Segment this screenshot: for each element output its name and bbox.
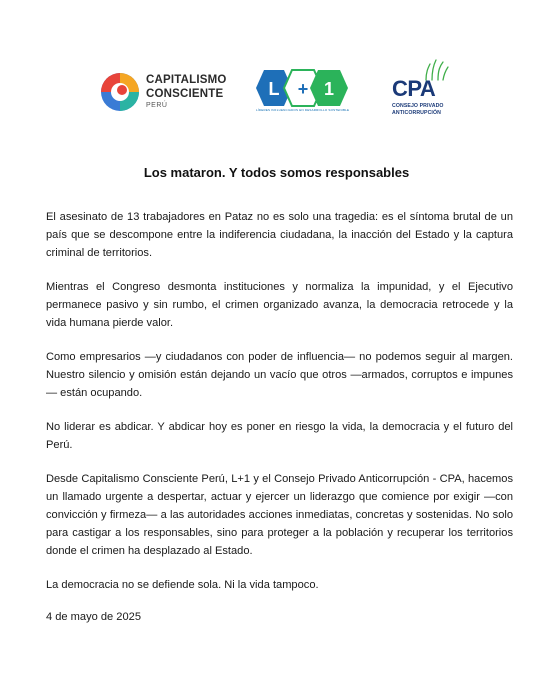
paragraph: No liderar es abdicar. Y abdicar hoy es poner en riesgo la vida, la democracia y el futuro del Perú.	[46, 421, 513, 451]
paragraph: El asesinato de 13 trabajadores en Pataz no es solo una tragedia: es el síntoma brutal de un país que se descompone entre la indiferencia ciudadana, la inacción del Estado y la captura criminal de territorios.	[46, 211, 513, 259]
l-plus-1-caption: LÍDERES INFLUENCIADOS EN DESARROLLO SOSTENIBLE	[256, 108, 350, 112]
spiral-circle-icon	[100, 72, 140, 112]
logo-country: PERÚ	[146, 102, 168, 109]
cpa-logo	[386, 66, 456, 120]
paragraph: Desde Capitalismo Consciente Perú, L+1 y el Consejo Privado Anticorrupción - CPA, hacemos un llamado urgente a despertar, actuar y ejercer un liderazgo que comience por exigir —con convicción y firmeza— a las autoridades acciones inmediatas, concretas y sostenidas. No solo para castigar a los responsables, sino para proteger a la población y recuperar los territorios donde el crimen ha desplazado al Estado.	[46, 473, 513, 557]
paragraph: La democracia no se defiende sola. Ni la vida tampoco.	[46, 579, 319, 591]
l-plus-1-logo	[254, 68, 354, 116]
logo-header	[0, 66, 553, 122]
svg-text:+: +	[297, 79, 309, 99]
l-plus-1-hexagons	[254, 68, 354, 108]
logo-text-line2: CONSCIENTE	[146, 87, 224, 100]
paragraph: Como empresarios —y ciudadanos con poder de influencia— no podemos seguir al margen. Nuestro silencio y omisión están dejando un vacío que otros —armados, corruptos e impunes— están ocupando.	[46, 351, 513, 399]
svg-text:1: 1	[323, 79, 335, 99]
svg-text:L: L	[268, 79, 280, 99]
cpa-subtitle-1: CONSEJO PRIVADO	[392, 103, 444, 109]
document-body	[46, 208, 513, 594]
paragraph: Mientras el Congreso desmonta instituciones y normaliza la impunidad, y el Ejecutivo permanece pasivo y sin rumbo, el crimen organizado avanza, la democracia retrocede y la vida humana pierde valor.	[46, 281, 513, 329]
document-date: 4 de mayo de 2025	[46, 611, 141, 623]
cpa-wordmark: CPA	[392, 76, 436, 101]
cpa-subtitle-2: ANTICORRUPCIÓN	[392, 110, 441, 116]
document-title: Los mataron. Y todos somos responsables	[143, 165, 410, 180]
capitalismo-consciente-logo	[100, 70, 240, 114]
logo-text-line1: CAPITALISMO	[146, 74, 227, 86]
